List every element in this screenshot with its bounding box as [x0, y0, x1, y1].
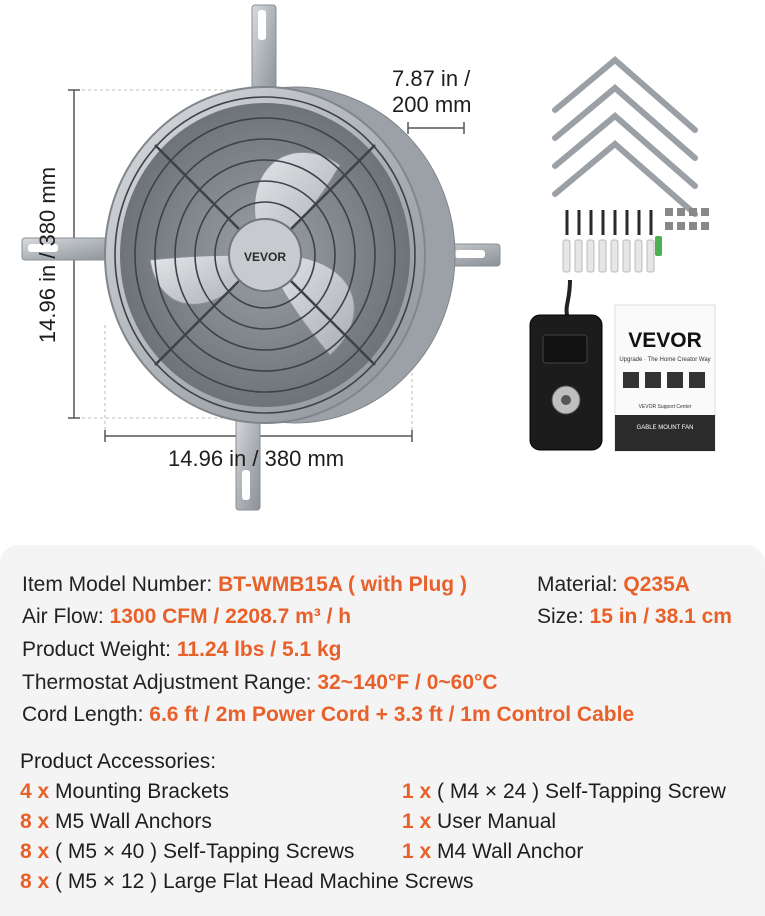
accessory-item: 1 x M4 Wall Anchor	[402, 840, 584, 863]
accessory-item: 4 x Mounting Brackets	[20, 780, 229, 803]
accessory-item: 1 x ( M4 × 24 ) Self-Tapping Screw	[402, 780, 726, 803]
machine-screw-icons	[665, 208, 709, 230]
accessory-item: 8 x ( M5 × 12 ) Large Flat Head Machine Screws	[20, 870, 474, 893]
manual-footer: VEVOR Support Center	[638, 404, 692, 410]
spec-material: Material: Q235A	[537, 573, 690, 596]
manual-title: GABLE MOUNT FAN	[636, 425, 694, 431]
manual-logo: VEVOR	[628, 329, 702, 352]
wall-anchor-icons	[563, 240, 654, 272]
spec-panel	[0, 545, 765, 916]
manual-tagline: Upgrade · The Home Creator Way	[619, 357, 711, 363]
depth-dimension-label: 7.87 in / 200 mm	[392, 66, 472, 117]
spec-thermostat: Thermostat Adjustment Range: 32~140°F / 0~60°C	[22, 671, 498, 694]
spec-weight: Product Weight: 11.24 lbs / 5.1 kg	[22, 638, 342, 661]
hub-logo: VEVOR	[243, 250, 287, 264]
height-dimension-label: 14.96 in / 380 mm	[35, 166, 60, 344]
width-dimension-label: 14.96 in / 380 mm	[168, 446, 345, 471]
accessory-item: 8 x M5 Wall Anchors	[20, 810, 212, 833]
spec-airflow: Air Flow: 1300 CFM / 2208.7 m³ / h	[22, 605, 352, 628]
accessory-item: 1 x User Manual	[402, 810, 557, 833]
accessories-illustration	[525, 50, 765, 520]
screw-icons	[567, 210, 651, 235]
spec-size: Size: 15 in / 38.1 cm	[537, 605, 732, 628]
spec-cord: Cord Length: 6.6 ft / 2m Power Cord + 3.3 ft / 1m Control Cable	[22, 703, 635, 726]
accessories-title: Product Accessories:	[20, 750, 217, 773]
l-bracket-icons	[555, 60, 695, 214]
accessory-item: 8 x ( M5 × 40 ) Self-Tapping Screws	[20, 840, 355, 863]
spec-model: Item Model Number: BT-WMB15A ( with Plug )	[22, 573, 467, 596]
